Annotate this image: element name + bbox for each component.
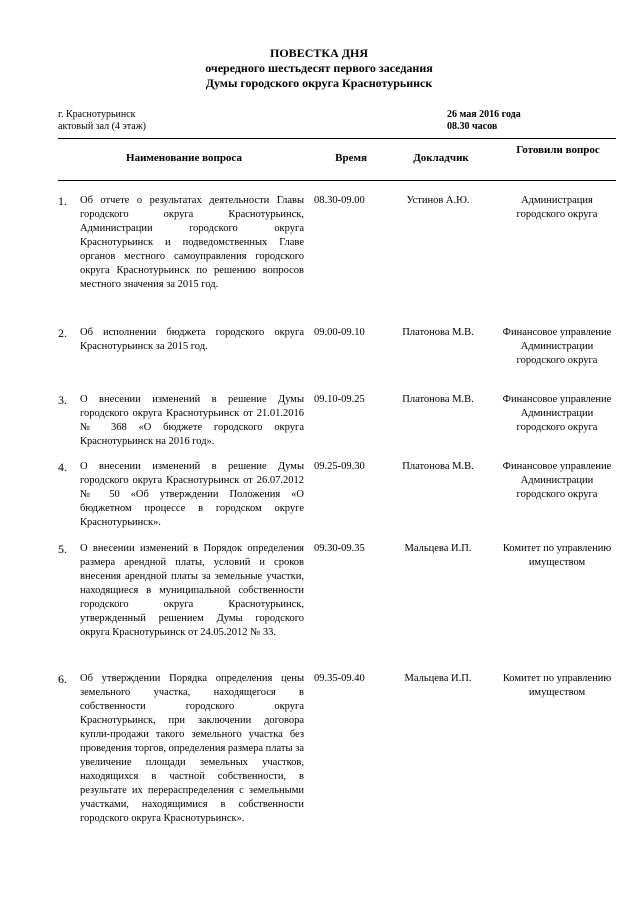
column-header-speaker: Докладчик	[413, 152, 469, 164]
column-header-name: Наименование вопроса	[126, 152, 242, 164]
row-number: 1.	[58, 194, 67, 208]
row-speaker: Устинов А.Ю.	[406, 195, 470, 206]
row-title: Об исполнении бюджета городского округа Краснотурьинск за 2015 год.	[80, 327, 304, 352]
row-title: О внесении изменений в Порядок определения размера арендной платы, условий и сроков внесения арендной платы за земельные участки, находящиеся в муниципальной собственности городского округа Краснотурьинск, утвержденный решением Думы городского округа Краснотурьинск от 24.05.2012 № 33.	[80, 543, 304, 638]
row-speaker: Платонова М.В.	[402, 394, 474, 405]
row-speaker: Платонова М.В.	[402, 461, 474, 472]
header-bottom-rule	[58, 180, 616, 181]
row-title: Об утверждении Порядка определения цены земельного участка, находящегося в собственности городского округа Краснотурьинск, при заключении договора купли-продажи такого земельного участка без проведения торгов, определения размера платы за увеличение площади земельных участков, находящихся в частной собственности, в результате их перераспределения с земельными участками, находящимися в собственности городского округа Краснотурьинск».	[80, 673, 304, 824]
row-speaker: Мальцева И.П.	[404, 673, 472, 684]
header-top-rule	[58, 138, 616, 139]
row-prepared: Финансовое управление Администрации городского округа	[502, 327, 612, 366]
row-number: 5.	[58, 542, 67, 556]
row-prepared: Финансовое управление Администрации городского округа	[502, 394, 612, 433]
column-header-time: Время	[335, 152, 367, 164]
row-prepared: Комитет по управлению имуществом	[502, 543, 612, 568]
row-number: 6.	[58, 672, 67, 686]
row-prepared: Администрация городского округа	[516, 195, 598, 220]
row-title: Об отчете о результатах деятельности Главы городского округа Краснотурьинск, Администрации городского округа Краснотурьинск и подведомственных Главе органов местного самоуправления городского округа Краснотурьинск по решению вопросов местного значения за 2015 год.	[80, 195, 304, 290]
row-time: 09.30-09.35	[314, 543, 365, 554]
row-time: 08.30-09.00	[314, 195, 365, 206]
row-speaker: Мальцева И.П.	[404, 543, 472, 554]
row-prepared: Комитет по управлению имуществом	[502, 673, 612, 698]
row-number: 3.	[58, 393, 67, 407]
agenda-subtitle-duma: Думы городского округа Краснотурьинск	[205, 76, 433, 90]
meeting-city: г. Краснотурьинск	[58, 109, 136, 120]
meeting-hall: актовый зал (4 этаж)	[58, 121, 146, 132]
column-header-prepared: Готовили вопрос	[516, 144, 600, 156]
row-time: 09.25-09.30	[314, 461, 365, 472]
row-number: 2.	[58, 326, 67, 340]
row-title: О внесении изменений в решение Думы городского округа Краснотурьинск от 26.07.2012 № 50 «Об утверждении Положения «О бюджетном процессе в городском округе Краснотурьинск».	[80, 461, 304, 528]
row-title: О внесении изменений в решение Думы городского округа Краснотурьинск от 21.01.2016 № 368 «О бюджете городского округа Краснотурьинск на 2016 год».	[80, 394, 304, 447]
meeting-time: 08.30 часов	[447, 121, 498, 132]
row-number: 4.	[58, 460, 67, 474]
row-time: 09.10-09.25	[314, 394, 365, 405]
row-time: 09.00-09.10	[314, 327, 365, 338]
agenda-title: ПОВЕСТКА ДНЯ	[270, 46, 368, 60]
row-time: 09.35-09.40	[314, 673, 365, 684]
row-speaker: Платонова М.В.	[402, 327, 474, 338]
row-prepared: Финансовое управление Администрации городского округа	[502, 461, 612, 500]
agenda-subtitle-session: очередного шестьдесят первого заседания	[205, 61, 433, 75]
meeting-date: 26 мая 2016 года	[447, 109, 521, 120]
